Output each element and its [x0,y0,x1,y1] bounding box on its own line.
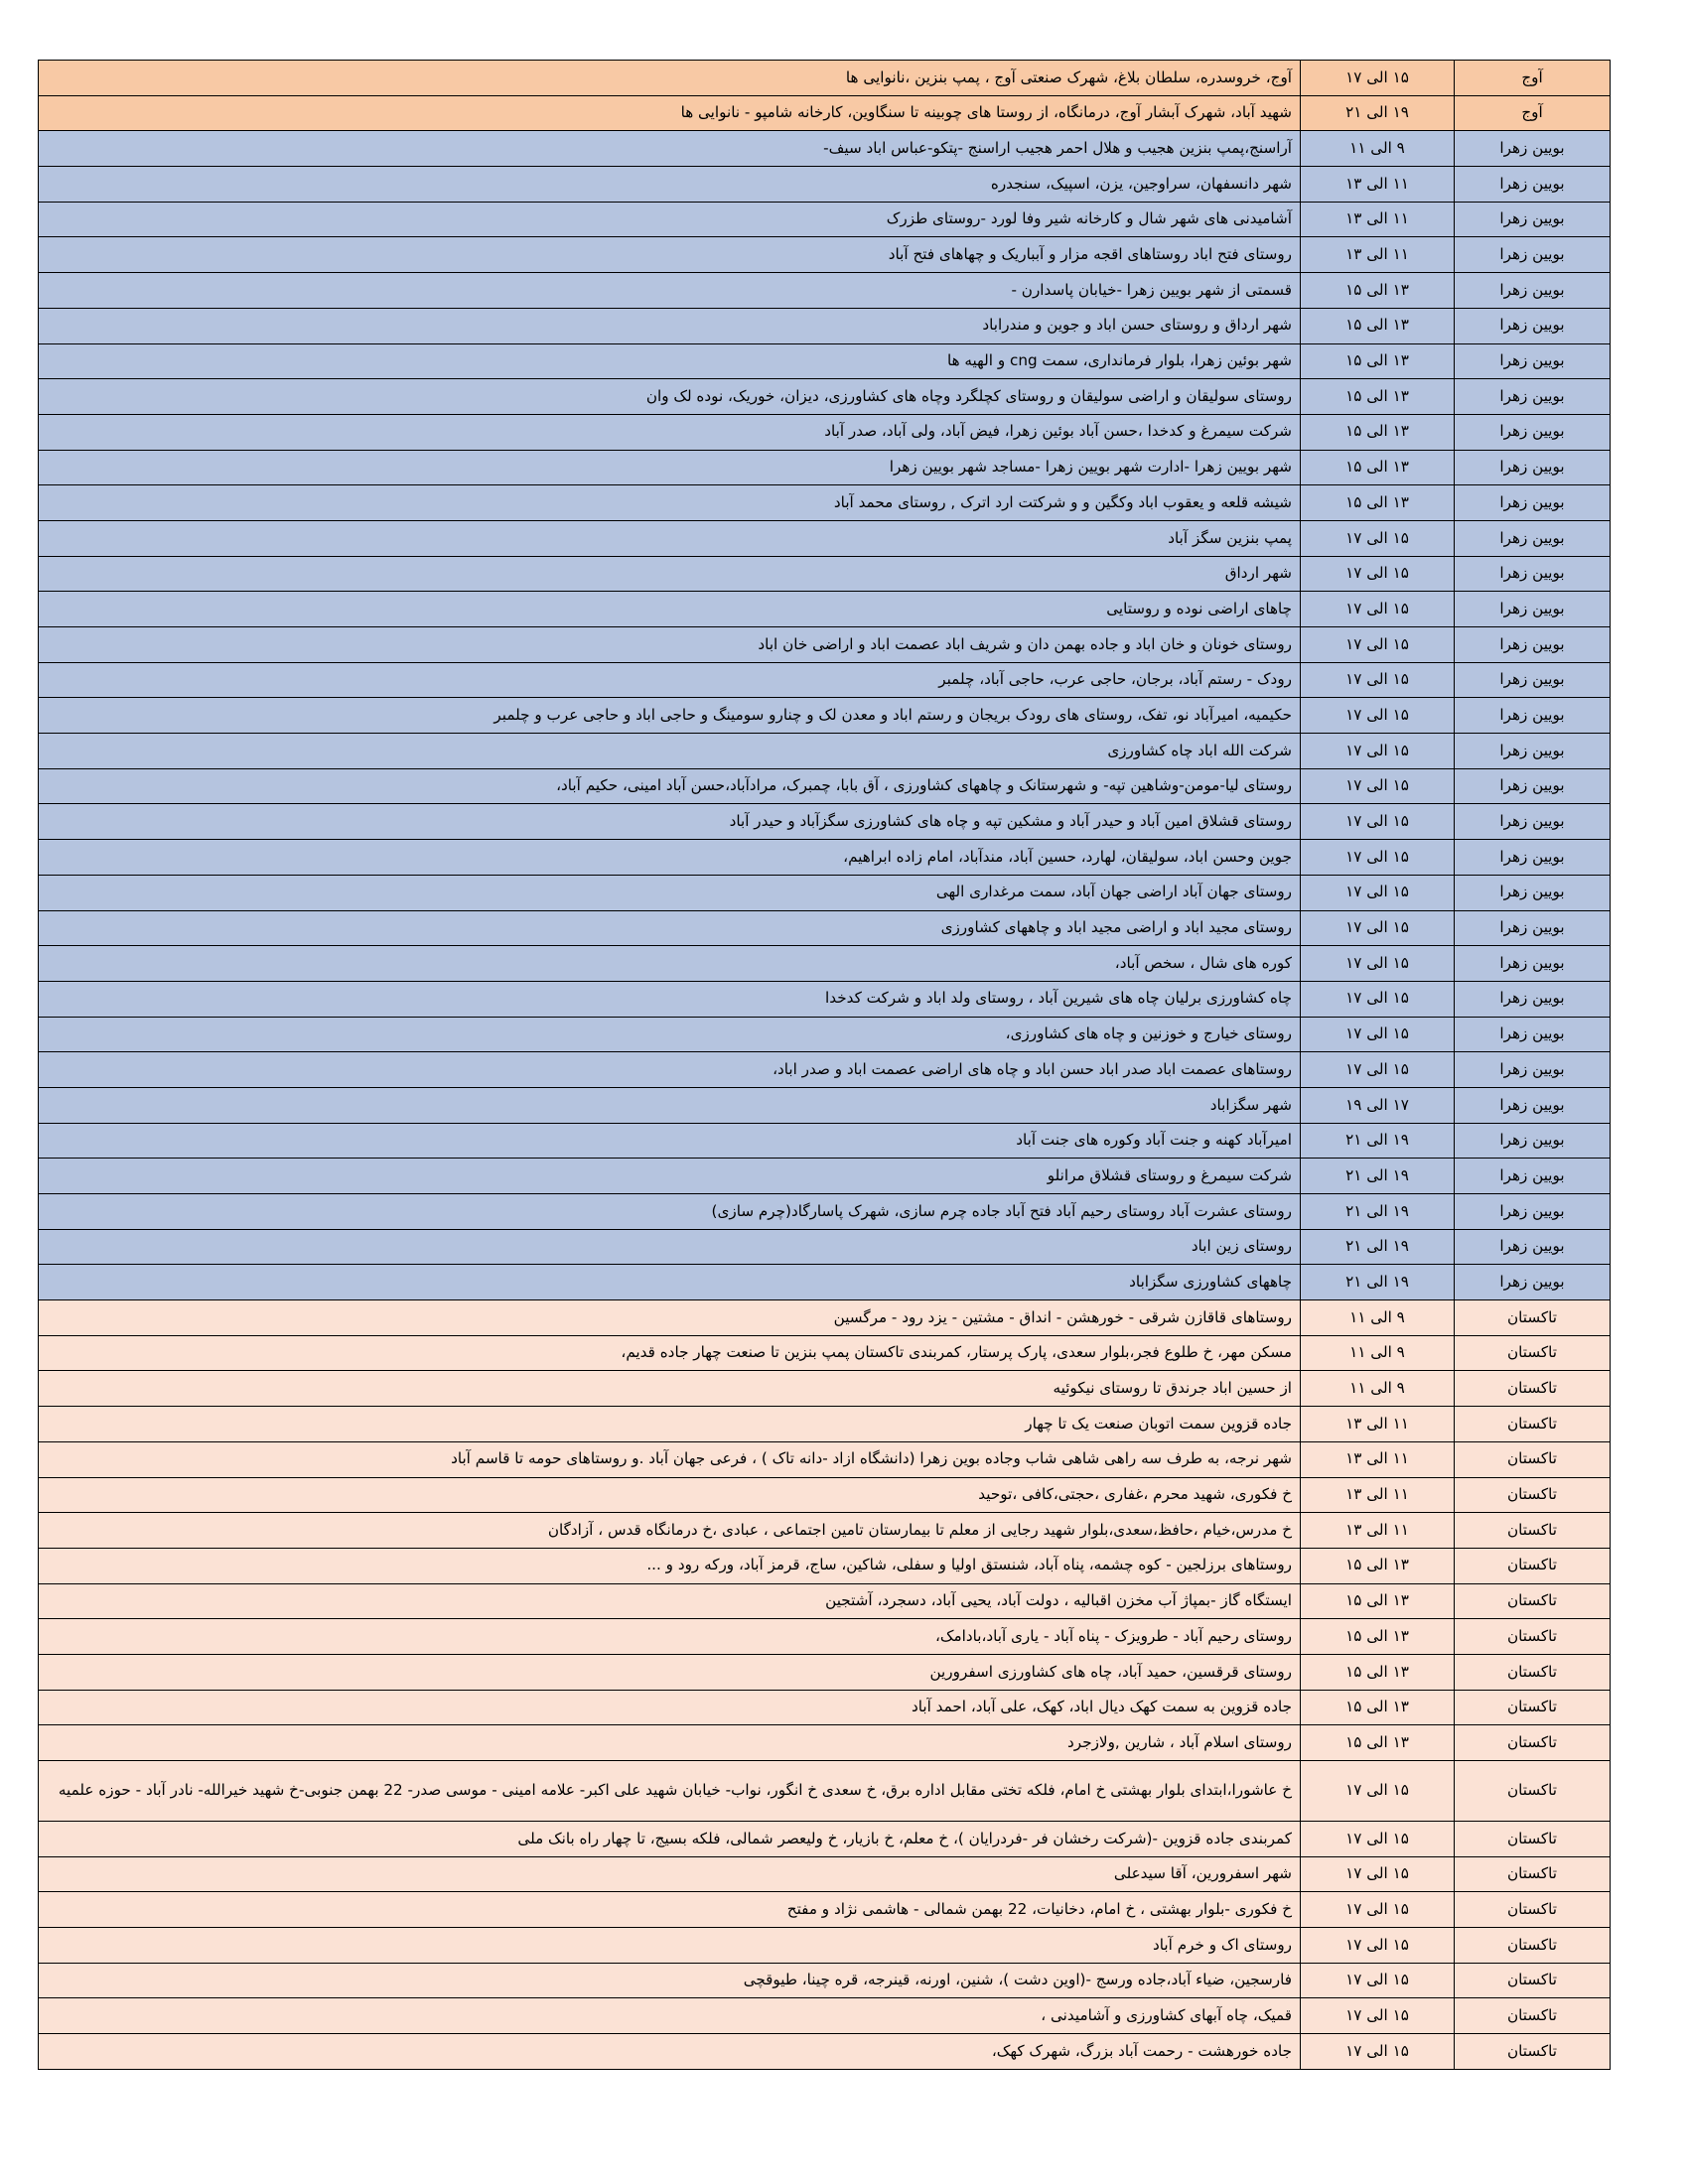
city-cell: بویین زهرا [1455,485,1611,521]
time-range-cell: ۱۳ الی ۱۵ [1301,1548,1455,1583]
city-cell: تاکستان [1455,1690,1611,1725]
area-list-cell: روستاهای برزلجین - کوه چشمه، پناه آباد، شنستق اولیا و سفلی، شاکین، ساج، قرمز آباد، ورکه رود و ... [39,1548,1301,1583]
area-list-cell: کوره های شال ، سخص آباد، [39,946,1301,982]
area-list-cell: روستای خیارج و خوزنین و چاه های کشاورزی، [39,1017,1301,1052]
area-list-cell: چاه کشاورزی برلیان چاه های شیرین آباد ، روستای ولد اباد و شرکت کدخدا [39,981,1301,1017]
time-range-cell: ۱۱ الی ۱۳ [1301,202,1455,237]
table-row [39,1194,1611,1230]
city-cell: تاکستان [1455,1513,1611,1549]
area-list-cell: قمیک، چاه آبهای کشاورزی و آشامیدنی ، [39,1998,1301,2034]
area-list-cell: جوین وحسن اباد، سولیقان، لهارد، حسین آباد، مندآباد، امام زاده ابراهیم، [39,840,1301,876]
city-cell: بویین زهرا [1455,981,1611,1017]
city-cell: بویین زهرا [1455,910,1611,946]
time-range-cell: ۱۵ الی ۱۷ [1301,1052,1455,1088]
time-range-cell: ۱۹ الی ۲۱ [1301,1159,1455,1194]
time-range-cell: ۱۵ الی ۱۷ [1301,1017,1455,1052]
table-row [39,1371,1611,1407]
table-row [39,485,1611,521]
time-range-cell: ۱۵ الی ۱۷ [1301,556,1455,592]
city-cell: تاکستان [1455,1892,1611,1928]
area-list-cell: مسکن مهر، خ طلوع فجر،بلوار سعدی، پارک پرستار، کمربندی تاکستان پمپ بنزین تا صنعت چهار جاده قدیم، [39,1335,1301,1371]
city-cell: بویین زهرا [1455,308,1611,343]
city-cell: تاکستان [1455,1725,1611,1761]
city-cell: تاکستان [1455,1856,1611,1892]
city-cell: بویین زهرا [1455,804,1611,840]
time-range-cell: ۱۵ الی ۱۷ [1301,698,1455,734]
time-range-cell: ۹ الی ۱۱ [1301,1371,1455,1407]
table-row [39,1822,1611,1857]
time-range-cell: ۱۹ الی ۲۱ [1301,1229,1455,1265]
time-range-cell: ۱۹ الی ۲۱ [1301,1123,1455,1159]
city-cell: بویین زهرا [1455,627,1611,663]
time-range-cell: ۱۳ الی ۱۵ [1301,343,1455,379]
area-list-cell: ایستگاه گاز -بمپاژ آب مخزن اقبالیه ، دولت آباد، یحیی آباد، دسجرد، آشتجین [39,1583,1301,1619]
area-list-cell: روستای اک و خرم آباد [39,1928,1301,1964]
area-list-cell: خ فکوری، شهید محرم ،غفاری ،حجتی،کافی ،توحید [39,1477,1301,1513]
table-row [39,1052,1611,1088]
area-list-cell: روستای مجید اباد و اراضی مجید اباد و چاههای کشاورزی [39,910,1301,946]
area-list-cell: چاهای اراضی نوده و روستایی [39,592,1301,627]
time-range-cell: ۱۳ الی ۱۵ [1301,1654,1455,1690]
city-cell: تاکستان [1455,1335,1611,1371]
time-range-cell: ۱۵ الی ۱۷ [1301,662,1455,698]
area-list-cell: آوج، خروسدره، سلطان بلاغ، شهرک صنعتی آوج ، پمپ بنزین ،نانوایی ها [39,61,1301,96]
table-row [39,1123,1611,1159]
area-list-cell: از حسین اباد جرندق تا روستای نیکوئیه [39,1371,1301,1407]
table-row [39,414,1611,450]
area-list-cell: شهید آباد، شهرک آبشار آوج، درمانگاه، از روستا های چوبینه تا سنگاوین، کارخانه شامپو - نانوایی ها [39,95,1301,131]
area-list-cell: شهر بوئین زهرا، بلوار فرمانداری، سمت cng و الهیه ها [39,343,1301,379]
area-list-cell: کمربندی جاده قزوین -(شرکت رخشان فر -فردرایان )، خ معلم، خ بازیار، خ ولیعصر شمالی، فلکه بسیج، تا چهار راه بانک ملی [39,1822,1301,1857]
table-row [39,237,1611,273]
city-cell: بویین زهرا [1455,343,1611,379]
city-cell: بویین زهرا [1455,237,1611,273]
table-row [39,627,1611,663]
table-row [39,734,1611,769]
area-list-cell: روستای قشلاق امین آباد و حیدر آباد و مشکین تپه و چاه های کشاورزی سگزآباد و حیدر آباد [39,804,1301,840]
city-cell: بویین زهرا [1455,273,1611,309]
table-row [39,95,1611,131]
city-cell: تاکستان [1455,1371,1611,1407]
city-cell: تاکستان [1455,1619,1611,1655]
city-cell: بویین زهرا [1455,556,1611,592]
city-cell: بویین زهرا [1455,379,1611,415]
area-list-cell: روستای رحیم آباد - طرویزک - پناه آباد - یاری آباد،بادامک، [39,1619,1301,1655]
time-range-cell: ۱۵ الی ۱۷ [1301,981,1455,1017]
time-range-cell: ۱۵ الی ۱۷ [1301,520,1455,556]
area-list-cell: خ فکوری -بلوار بهشتی ، خ امام، دخانیات، 22 بهمن شمالی - هاشمی نژاد و مفتح [39,1892,1301,1928]
area-list-cell: پمپ بنزین سگز آباد [39,520,1301,556]
area-list-cell: آراسنج،پمپ بنزین هجیب و هلال احمر هجیب اراسنج -پتکو-عباس اباد سیف- [39,131,1301,167]
city-cell: تاکستان [1455,1477,1611,1513]
table-row [39,662,1611,698]
table-row [39,1017,1611,1052]
area-list-cell: جاده خورهشت - رحمت آباد بزرگ، شهرک کهک، [39,2034,1301,2070]
table-row [39,202,1611,237]
time-range-cell: ۱۳ الی ۱۵ [1301,1583,1455,1619]
time-range-cell: ۱۳ الی ۱۵ [1301,414,1455,450]
city-cell: بویین زهرا [1455,1265,1611,1300]
time-range-cell: ۱۳ الی ۱۵ [1301,450,1455,485]
city-cell: بویین زهرا [1455,520,1611,556]
time-range-cell: ۱۵ الی ۱۷ [1301,804,1455,840]
city-cell: بویین زهرا [1455,1194,1611,1230]
city-cell: تاکستان [1455,1407,1611,1442]
area-list-cell: شهر ارداق [39,556,1301,592]
area-list-cell: آشامیدنی های شهر شال و کارخانه شیر وفا لورد -روستای طزرک [39,202,1301,237]
table-row [39,1619,1611,1655]
area-list-cell: شهر بویین زهرا -ادارت شهر بویین زهرا -مساجد شهر بویین زهرا [39,450,1301,485]
area-list-cell: حکیمیه، امیرآباد نو، تفک، روستای های رودک بریجان و رستم اباد و معدن لک و چنارو سومینگ و حاجی اباد و حاجی عرب و چلمبر [39,698,1301,734]
area-list-cell: شرکت الله اباد چاه کشاورزی [39,734,1301,769]
time-range-cell: ۱۵ الی ۱۷ [1301,1822,1455,1857]
table-row [39,556,1611,592]
area-list-cell: روستای زین اباد [39,1229,1301,1265]
table-row [39,1998,1611,2034]
area-list-cell: شیشه قلعه و یعقوب اباد وکگین و و شرکتت ارد اترک , روستای محمد آباد [39,485,1301,521]
time-range-cell: ۱۳ الی ۱۵ [1301,1619,1455,1655]
city-cell: بویین زهرا [1455,1052,1611,1088]
table-row [39,1087,1611,1123]
table-row [39,946,1611,982]
area-list-cell: روستای عشرت آباد روستای رحیم آباد فتح آباد جاده چرم سازی، شهرک پاسارگاد(چرم سازی) [39,1194,1301,1230]
time-range-cell: ۱۹ الی ۲۱ [1301,1194,1455,1230]
city-cell: بویین زهرا [1455,1229,1611,1265]
city-cell: تاکستان [1455,2034,1611,2070]
area-list-cell: فارسجین، ضیاء آباد،جاده ورسج -(اوین دشت )، شنین، اورنه، قینرجه، قره چینا، طیوقچی [39,1963,1301,1998]
area-list-cell: روستای لیا-مومن-وشاهین تپه- و شهرستانک و چاههای کشاورزی ، آق بابا، چمبرک، مرادآباد،حسن آباد امینی، حکیم آباد، [39,768,1301,804]
table-row [39,308,1611,343]
table-row [39,1892,1611,1928]
time-range-cell: ۱۳ الی ۱۵ [1301,1690,1455,1725]
table-row [39,1856,1611,1892]
table-row [39,1477,1611,1513]
table-row [39,131,1611,167]
time-range-cell: ۱۵ الی ۱۷ [1301,1761,1455,1822]
area-list-cell: جاده قزوین سمت اتوبان صنعت یک تا چهار [39,1407,1301,1442]
city-cell: تاکستان [1455,1548,1611,1583]
time-range-cell: ۱۵ الی ۱۷ [1301,1892,1455,1928]
city-cell: تاکستان [1455,1583,1611,1619]
time-range-cell: ۱۱ الی ۱۳ [1301,1441,1455,1477]
city-cell: بویین زهرا [1455,1017,1611,1052]
table-row [39,804,1611,840]
table-row [39,1725,1611,1761]
time-range-cell: ۱۳ الی ۱۵ [1301,273,1455,309]
table-row [39,1761,1611,1822]
table-row [39,1548,1611,1583]
area-list-cell: جاده قزوین به سمت کهک دیال اباد، کهک، علی آباد، احمد آباد [39,1690,1301,1725]
time-range-cell: ۱۵ الی ۱۷ [1301,592,1455,627]
table-row [39,1690,1611,1725]
city-cell: بویین زهرا [1455,875,1611,910]
time-range-cell: ۱۷ الی ۱۹ [1301,1087,1455,1123]
table-row [39,167,1611,203]
time-range-cell: ۱۳ الی ۱۵ [1301,379,1455,415]
table-row [39,875,1611,910]
area-list-cell: شهر نرجه، به طرف سه راهی شاهی شاب وجاده بوین زهرا (دانشگاه ازاد -دانه تاک ) ، فرعی جهان آباد .و روستاهای حومه تا قاسم آباد [39,1441,1301,1477]
table-row [39,450,1611,485]
time-range-cell: ۱۹ الی ۲۱ [1301,95,1455,131]
table-row [39,1335,1611,1371]
city-cell: آوج [1455,95,1611,131]
table-row [39,1441,1611,1477]
table-row [39,1265,1611,1300]
city-cell: بویین زهرا [1455,592,1611,627]
area-list-cell: روستای جهان آباد اراضی جهان آباد، سمت مرغداری الهی [39,875,1301,910]
area-list-cell: شهر سگزاباد [39,1087,1301,1123]
city-cell: بویین زهرا [1455,734,1611,769]
table-row [39,61,1611,96]
time-range-cell: ۱۵ الی ۱۷ [1301,875,1455,910]
time-range-cell: ۹ الی ۱۱ [1301,131,1455,167]
time-range-cell: ۱۳ الی ۱۵ [1301,1725,1455,1761]
table-row [39,1583,1611,1619]
time-range-cell: ۱۱ الی ۱۳ [1301,1477,1455,1513]
city-cell: آوج [1455,61,1611,96]
area-list-cell: خ مدرس،خیام ،حافظ،سعدی،بلوار شهید رجایی از معلم تا بیمارستان تامین اجتماعی ، عبادی ،خ درمانگاه قدس ، آزادگان [39,1513,1301,1549]
table-row [39,520,1611,556]
time-range-cell: ۱۹ الی ۲۱ [1301,1265,1455,1300]
area-list-cell: روستاهای عصمت اباد صدر اباد حسن اباد و چاه های اراضی عصمت اباد و صدر اباد، [39,1052,1301,1088]
city-cell: بویین زهرا [1455,202,1611,237]
table-row [39,981,1611,1017]
city-cell: بویین زهرا [1455,414,1611,450]
city-cell: بویین زهرا [1455,946,1611,982]
city-cell: بویین زهرا [1455,840,1611,876]
time-range-cell: ۱۵ الی ۱۷ [1301,768,1455,804]
city-cell: بویین زهرا [1455,1159,1611,1194]
schedule-table-body [39,61,1611,2070]
area-list-cell: روستای اسلام آباد ، شارین ,ولازجرد [39,1725,1301,1761]
table-row [39,1229,1611,1265]
time-range-cell: ۱۵ الی ۱۷ [1301,910,1455,946]
time-range-cell: ۱۵ الی ۱۷ [1301,840,1455,876]
time-range-cell: ۱۳ الی ۱۵ [1301,308,1455,343]
area-list-cell: روستای سولیقان و اراضی سولیقان و روستای کچلگرد وچاه های کشاورزی، دیزان، خوریک، نوده لک وان [39,379,1301,415]
city-cell: تاکستان [1455,1441,1611,1477]
time-range-cell: ۱۱ الی ۱۳ [1301,167,1455,203]
area-list-cell: رودک - رستم آباد، برجان، حاجی عرب، حاجی آباد، چلمبر [39,662,1301,698]
table-row [39,1963,1611,1998]
area-list-cell: قسمتی از شهر بویین زهرا -خیابان پاسدارن - [39,273,1301,309]
city-cell: تاکستان [1455,1300,1611,1336]
city-cell: بویین زهرا [1455,167,1611,203]
time-range-cell: ۹ الی ۱۱ [1301,1300,1455,1336]
city-cell: بویین زهرا [1455,450,1611,485]
table-row [39,273,1611,309]
time-range-cell: ۹ الی ۱۱ [1301,1335,1455,1371]
time-range-cell: ۱۱ الی ۱۳ [1301,237,1455,273]
city-cell: بویین زهرا [1455,698,1611,734]
time-range-cell: ۱۱ الی ۱۳ [1301,1513,1455,1549]
area-list-cell: شهر ارداق و روستای حسن اباد و جوین و مندراباد [39,308,1301,343]
table-row [39,768,1611,804]
city-cell: بویین زهرا [1455,1123,1611,1159]
area-list-cell: شرکت سیمرغ و روستای قشلاق مرانلو [39,1159,1301,1194]
table-row [39,343,1611,379]
city-cell: تاکستان [1455,1963,1611,1998]
city-cell: تاکستان [1455,1761,1611,1822]
table-row [39,698,1611,734]
city-cell: تاکستان [1455,1928,1611,1964]
time-range-cell: ۱۵ الی ۱۷ [1301,946,1455,982]
table-row [39,379,1611,415]
table-row [39,2034,1611,2070]
table-row [39,1928,1611,1964]
area-list-cell: خ عاشورا،ابتدای بلوار بهشتی خ امام، فلکه تختی مقابل اداره برق، خ سعدی خ انگور، نواب- خیابان شهید علی اکبر- علامه امینی - موسی صدر- 22 بهمن جنوبی-خ شهید خیرالله- نادر آباد - حوزه علمیه [39,1761,1301,1822]
table-row [39,592,1611,627]
area-list-cell: روستاهای قاقازن شرقی - خورهشن - انداق - مشتین - یزد رود - مرگسین [39,1300,1301,1336]
time-range-cell: ۱۳ الی ۱۵ [1301,485,1455,521]
table-row [39,1300,1611,1336]
area-list-cell: شهر اسفرورین، آقا سیدعلی [39,1856,1301,1892]
time-range-cell: ۱۵ الی ۱۷ [1301,627,1455,663]
city-cell: بویین زهرا [1455,1087,1611,1123]
area-list-cell: روستای فتح اباد روستاهای اقجه مزار و آبباریک و چهاهای فتح آباد [39,237,1301,273]
time-range-cell: ۱۱ الی ۱۳ [1301,1407,1455,1442]
city-cell: تاکستان [1455,1654,1611,1690]
city-cell: تاکستان [1455,1998,1611,2034]
table-row [39,1407,1611,1442]
table-row [39,840,1611,876]
time-range-cell: ۱۵ الی ۱۷ [1301,2034,1455,2070]
time-range-cell: ۱۵ الی ۱۷ [1301,734,1455,769]
time-range-cell: ۱۵ الی ۱۷ [1301,1998,1455,2034]
city-cell: تاکستان [1455,1822,1611,1857]
area-list-cell: چاههای کشاورزی سگزاباد [39,1265,1301,1300]
area-list-cell: امیرآباد کهنه و جنت آباد وکوره های جنت آباد [39,1123,1301,1159]
city-cell: بویین زهرا [1455,662,1611,698]
time-range-cell: ۱۵ الی ۱۷ [1301,1856,1455,1892]
outage-schedule-table [38,60,1611,2070]
area-list-cell: شهر دانسفهان، سراوجین، یزن، اسپیک، سنجدره [39,167,1301,203]
area-list-cell: روستای قرقسین، حمید آباد، چاه های کشاورزی اسفرورین [39,1654,1301,1690]
table-row [39,1159,1611,1194]
time-range-cell: ۱۵ الی ۱۷ [1301,1963,1455,1998]
time-range-cell: ۱۵ الی ۱۷ [1301,61,1455,96]
table-row [39,910,1611,946]
table-row [39,1654,1611,1690]
time-range-cell: ۱۵ الی ۱۷ [1301,1928,1455,1964]
area-list-cell: شرکت سیمرغ و کدخدا ،حسن آباد بوئین زهرا، فیض آباد، ولی آباد، صدر آباد [39,414,1301,450]
city-cell: بویین زهرا [1455,768,1611,804]
area-list-cell: روستای خونان و خان اباد و جاده بهمن دان و شریف اباد عصمت اباد و اراضی خان اباد [39,627,1301,663]
city-cell: بویین زهرا [1455,131,1611,167]
table-row [39,1513,1611,1549]
